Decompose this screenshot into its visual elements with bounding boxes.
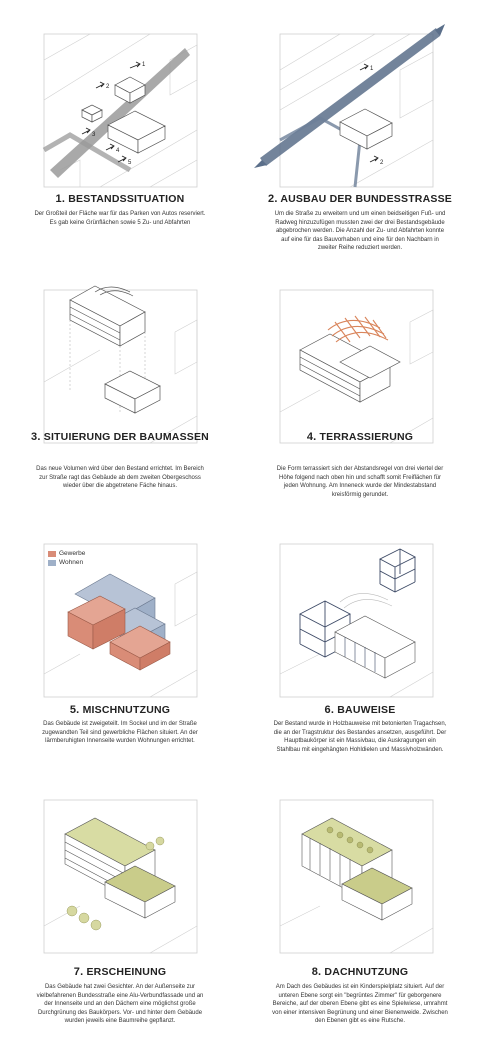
diagram-mischnutzung (0, 524, 240, 714)
panel-title: 5. MISCHNUTZUNG (69, 704, 171, 716)
panel-description: Die Form terrassiert sich der Abstandsregel von drei viertel der Höhe folgend nach oben hin und schafft somit Freiflächen für jeden Wohnung. Am Inneneck wurde der Mindestabstand kreisförmig gerundet. (276, 466, 444, 498)
marker-3: 3 (92, 132, 96, 138)
panel-description: Das Gebäude hat zwei Gesichter. An der Außenseite zur vielbefahrenen Bundesstraße eine Alu-Verbundfassade und an der Innenseite und an den Dächern eine möglichst große Durchgrünung des Baukörpers. Vor- und hinter dem Gebäude wurden jeweils eine Baumreihe gepflanzt. (36, 984, 204, 1025)
panel-7 (0, 786, 240, 1051)
marker-2: 2 (106, 84, 110, 90)
panel-title: 4. TERRASSIERUNG (306, 431, 414, 443)
panel-3 (0, 262, 240, 524)
panel-5 (0, 524, 240, 786)
diagram-bestandssituation (0, 0, 240, 190)
marker-1: 1 (142, 62, 146, 68)
panel-description: Der Bestand wurde in Holzbauweise mit betonierten Tragachsen, die an der Tragstruktur des Bestandes ansetzen, ausgeführt. Der Hauptbaukörper ist ein Massivbau, die Auskragungen ein Stahlbau mit eingehängten Hohldielen und Massivholzwänden. (273, 721, 447, 753)
marker-5: 5 (128, 160, 132, 166)
marker-4: 4 (116, 148, 120, 154)
panel-title: 1. BESTANDSSITUATION (55, 193, 185, 205)
panel-description: Das Gebäude ist zweigeteilt. Im Sockel und im der Straße zugewandten Teil sind gewerbliche Flächen situiert. An der lärmberuhigten Innenseite wurden Wohnungen errichtet. (42, 721, 198, 745)
panel-description: Der Großteil der Fläche war für das Parken von Autos reserviert. Es gab keine Grünflächen sowie 5 Zu- und Abfahrten (34, 211, 206, 226)
panel-1 (0, 0, 240, 262)
panel-description: Um die Straße zu erweitern und um einen beidseitigen Fuß- und Radweg hinzuzufügen mussten zwei der drei Bestandsgebäude abgebrochen werden. Die Anzahl der Zu- und Abfahrten konnte auf eine für das Bauvorhaben und eine für den Nachbarn in zweiter Reihe reduziert werden. (274, 211, 446, 252)
panel-4 (240, 262, 480, 524)
panel-description: Am Dach des Gebäudes ist ein Kinderspielplatz situiert. Auf der unteren Ebene sorgt ein "begrüntes Zimmer" für geborgenere Bereiche, auf der oberen Ebene gibt es eine Spielwiese, umrahmt von einer intensiven Begrünung und einer Bienenweide. Zwischen den Ebenen gibt es eine Rutsche. (272, 984, 448, 1025)
panel-title: 2. AUSBAU DER BUNDESSTRASSE (268, 193, 452, 205)
legend (48, 549, 85, 567)
diagram-dachnutzung (240, 786, 480, 976)
diagram-ausbau-bundesstrasse (240, 0, 480, 190)
panel-description: Das neue Volumen wird über den Bestand errichtet. Im Bereich zur Straße ragt das Gebäude ab dem zweiten Obergeschoss wieder über die abgetretene Fäche hinaus. (36, 466, 204, 490)
diagram-terrassierung (240, 262, 480, 452)
panel-title: 7. ERSCHEINUNG (73, 966, 167, 978)
panel-title: 3. SITUIERUNG DER BAUMASSEN (31, 431, 209, 443)
marker-2: 2 (380, 160, 384, 166)
panel-title: 6. BAUWEISE (324, 704, 396, 716)
diagram-erscheinung (0, 786, 240, 976)
legend-item-wohnen: Wohnen (48, 558, 85, 567)
marker-1: 1 (370, 66, 374, 72)
panel-8 (240, 786, 480, 1051)
diagram-situierung-baumassen (0, 262, 240, 452)
panel-6 (240, 524, 480, 786)
diagram-bauweise (240, 524, 480, 714)
panel-2 (240, 0, 480, 262)
panel-title: 8. DACHNUTZUNG (311, 966, 409, 978)
legend-item-gewerbe: Gewerbe (48, 549, 85, 558)
